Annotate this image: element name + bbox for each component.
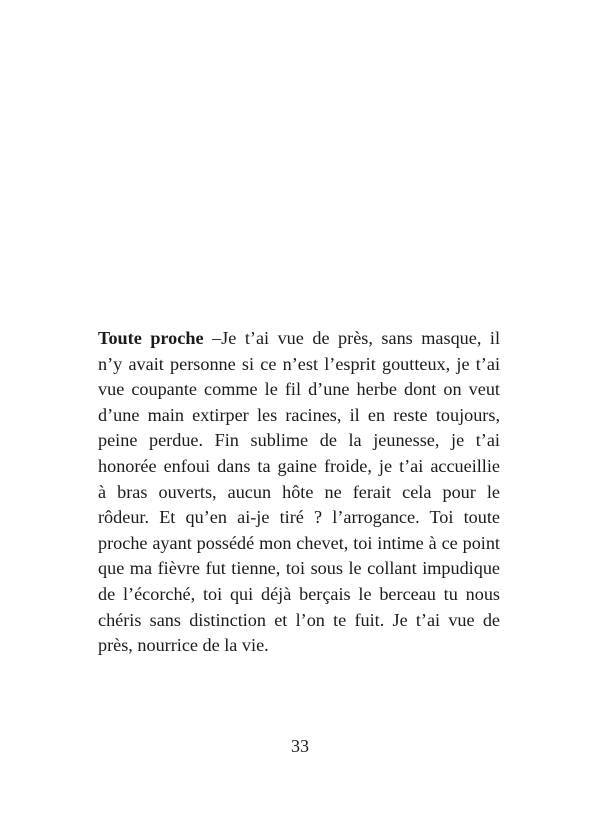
- text-line: peine perdue. Fin sublime de la jeunesse, je t’ai: [98, 430, 500, 451]
- text-line: chéris sans distinction et l’on te fuit. Je t’ai vue de: [98, 609, 500, 630]
- text-line: [98, 326, 500, 352]
- text-line: à bras ouverts, aucun hôte ne ferait cela pour le: [98, 481, 500, 502]
- text-line-last: près, nourrice de la vie.: [98, 635, 269, 656]
- page-number: 33: [291, 736, 309, 756]
- text-line: honorée enfoui dans ta gaine froide, je t’ai accueillie: [98, 455, 500, 476]
- text-line-content: –Je t’ai vue de près, sans masque, il: [203, 328, 500, 348]
- text-line: rôdeur. Et qu’en ai-je tiré ? l’arrogance. Toi toute: [98, 507, 500, 528]
- text-line: que ma fièvre fut tienne, toi sous le collant impudique: [98, 558, 500, 579]
- prose-paragraph: [98, 326, 500, 659]
- text-line: n’y avait personne si ce n’est l’esprit goutteux, je t’ai: [98, 353, 500, 374]
- text-line: d’une main extirper les racines, il en reste toujours,: [98, 404, 500, 425]
- text-line: de l’écorché, toi qui déjà berçais le berceau tu nous: [98, 583, 500, 604]
- section-lead-title: Toute proche: [98, 328, 204, 348]
- text-line: vue coupante comme le fil d’une herbe dont on veut: [98, 379, 500, 400]
- text-line: proche ayant possédé mon chevet, toi intime à ce point: [98, 532, 500, 553]
